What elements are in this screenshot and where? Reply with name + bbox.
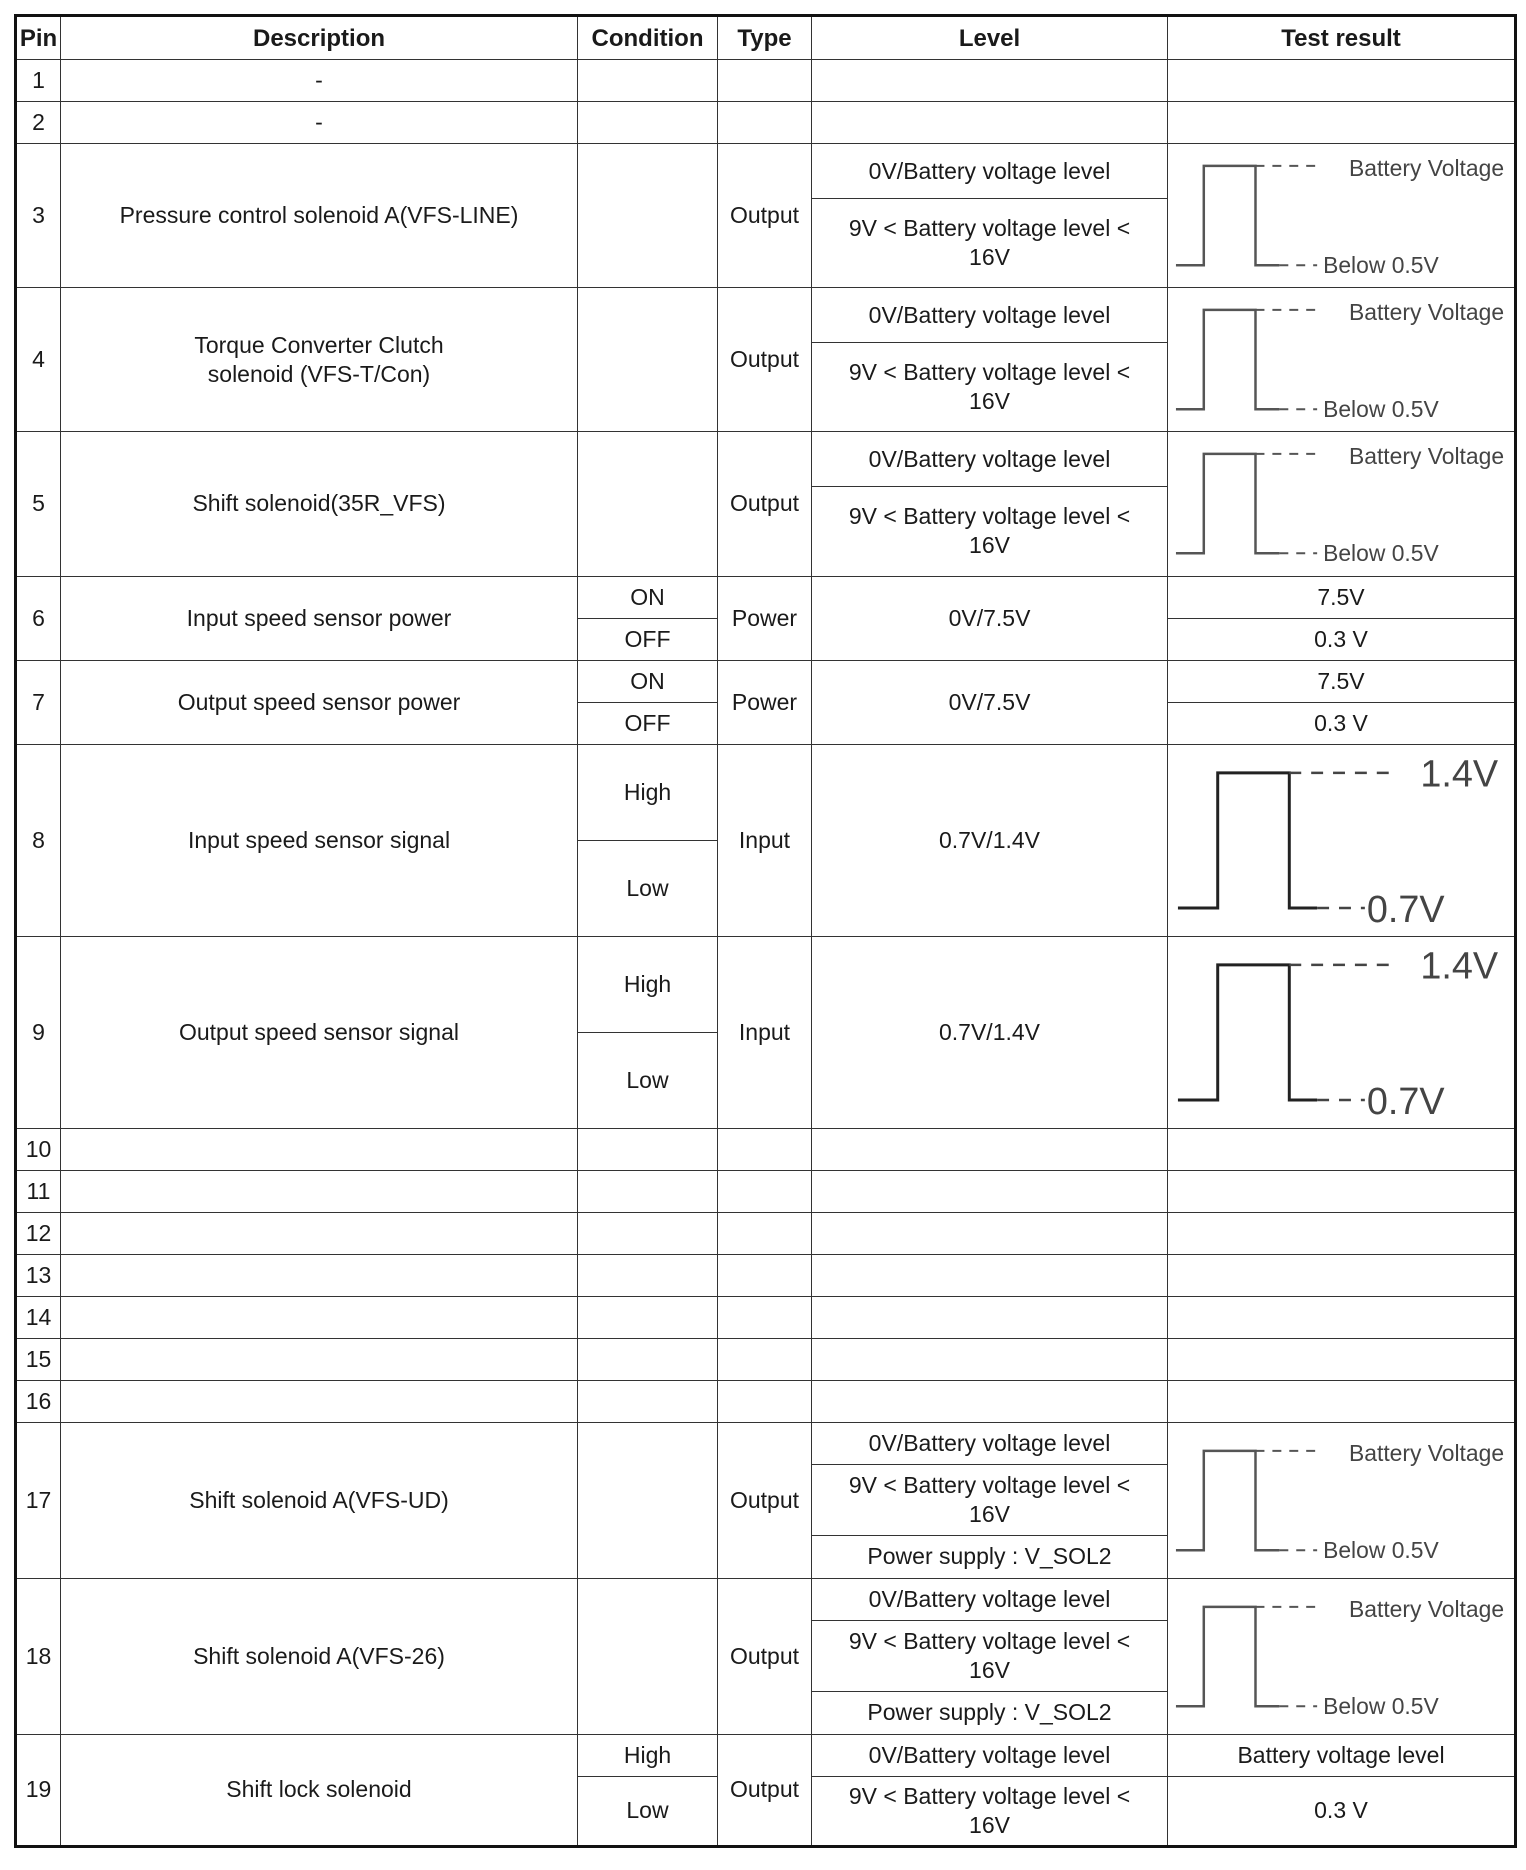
waveform-diagram: [1168, 745, 1514, 936]
level-cell: 0V/7.5V: [812, 576, 1168, 660]
result-on: 7.5V: [1168, 576, 1516, 618]
result-cell: [1168, 1170, 1516, 1212]
description-cell: Torque Converter Clutch solenoid (VFS-T/Con): [61, 288, 578, 432]
table-row: [16, 288, 1516, 343]
pin-number: 7: [16, 660, 61, 744]
pin-number: 2: [16, 102, 61, 144]
pin-number: 17: [16, 1422, 61, 1578]
header-condition: Condition: [578, 16, 718, 60]
level-cell: 0V/Battery voltage level: [812, 1578, 1168, 1621]
type-cell: Input: [718, 744, 812, 936]
result-on: 7.5V: [1168, 660, 1516, 702]
table-row: [16, 1170, 1516, 1212]
description-cell: [61, 1128, 578, 1170]
table-row: [16, 102, 1516, 144]
pin-table: [14, 14, 1517, 1848]
condition-cell: [578, 1128, 718, 1170]
type-cell: [718, 1338, 812, 1380]
table-row: [16, 1380, 1516, 1422]
header-result: Test result: [1168, 16, 1516, 60]
wave-low-label: Below 0.5V: [1323, 252, 1439, 279]
pin-number: 16: [16, 1380, 61, 1422]
pin-number: 1: [16, 60, 61, 102]
pin-number: 13: [16, 1254, 61, 1296]
type-cell: [718, 1128, 812, 1170]
pin-number: 4: [16, 288, 61, 432]
condition-cell: [578, 1422, 718, 1578]
result-cell: [1168, 102, 1516, 144]
pin-number: 5: [16, 432, 61, 576]
level-cell: [812, 102, 1168, 144]
table-row: [16, 1254, 1516, 1296]
wave-high-label: Battery Voltage: [1349, 1595, 1505, 1622]
condition-cell: [578, 1212, 718, 1254]
type-cell: Power: [718, 660, 812, 744]
condition-cell: [578, 144, 718, 288]
table-row: [16, 1212, 1516, 1254]
pin-number: 8: [16, 744, 61, 936]
table-row: [16, 744, 1516, 840]
type-cell: Output: [718, 432, 812, 576]
table-row: [16, 1578, 1516, 1621]
type-cell: Input: [718, 936, 812, 1128]
level-cell: Power supply : V_SOL2: [812, 1692, 1168, 1735]
waveform-diagram: [1168, 288, 1514, 431]
waveform-cell: [1168, 1422, 1516, 1578]
pin-number: 19: [16, 1734, 61, 1846]
result-high: Battery voltage level: [1168, 1734, 1516, 1776]
result-off: 0.3 V: [1168, 618, 1516, 660]
type-cell: Output: [718, 1578, 812, 1734]
type-cell: [718, 1296, 812, 1338]
description-cell: Shift solenoid(35R_VFS): [61, 432, 578, 576]
level-cell: 0.7V/1.4V: [812, 936, 1168, 1128]
wave-high-label: 1.4V: [1420, 753, 1499, 796]
waveform-cell: [1168, 288, 1516, 432]
condition-off: OFF: [578, 702, 718, 744]
description-cell: -: [61, 102, 578, 144]
table-row: [16, 144, 1516, 199]
level-cell: [812, 1170, 1168, 1212]
table-row: [16, 576, 1516, 618]
wave-high-label: 1.4V: [1420, 945, 1499, 988]
level-cell: 0V/Battery voltage level: [812, 1734, 1168, 1776]
waveform-cell: [1168, 744, 1516, 936]
table-row: [16, 432, 1516, 487]
type-cell: [718, 60, 812, 102]
waveform-cell: [1168, 144, 1516, 288]
type-cell: Output: [718, 288, 812, 432]
wave-high-label: Battery Voltage: [1349, 1439, 1505, 1466]
condition-cell: [578, 1254, 718, 1296]
level-cell: 9V < Battery voltage level < 16V: [812, 1465, 1168, 1536]
wave-low-label: Below 0.5V: [1323, 396, 1439, 423]
wave-low-label: Below 0.5V: [1323, 1692, 1439, 1719]
pin-number: 10: [16, 1128, 61, 1170]
level-cell: 0V/Battery voltage level: [812, 432, 1168, 487]
result-cell: [1168, 1380, 1516, 1422]
level-cell: 0V/Battery voltage level: [812, 144, 1168, 199]
wave-low-label: Below 0.5V: [1323, 1536, 1439, 1563]
type-cell: Output: [718, 1734, 812, 1846]
condition-cell: [578, 1578, 718, 1734]
level-cell: [812, 60, 1168, 102]
type-cell: Output: [718, 1422, 812, 1578]
description-cell: [61, 1170, 578, 1212]
pin-number: 9: [16, 936, 61, 1128]
type-cell: Output: [718, 144, 812, 288]
description-cell: Shift solenoid A(VFS-26): [61, 1578, 578, 1734]
table-row: [16, 660, 1516, 702]
description-cell: Shift lock solenoid: [61, 1734, 578, 1846]
pin-number: 14: [16, 1296, 61, 1338]
level-cell: [812, 1338, 1168, 1380]
description-cell: Output speed sensor signal: [61, 936, 578, 1128]
header-pin: Pin: [16, 16, 61, 60]
description-cell: [61, 1254, 578, 1296]
condition-on: ON: [578, 576, 718, 618]
pin-number: 3: [16, 144, 61, 288]
waveform-cell: [1168, 936, 1516, 1128]
condition-low: Low: [578, 1776, 718, 1846]
pin-number: 11: [16, 1170, 61, 1212]
type-cell: [718, 1170, 812, 1212]
pin-number: 15: [16, 1338, 61, 1380]
level-cell: Power supply : V_SOL2: [812, 1536, 1168, 1579]
level-cell: 9V < Battery voltage level < 16V: [812, 487, 1168, 576]
level-cell: [812, 1212, 1168, 1254]
type-cell: Power: [718, 576, 812, 660]
wave-low-label: Below 0.5V: [1323, 540, 1439, 567]
result-cell: [1168, 1128, 1516, 1170]
pin-number: 18: [16, 1578, 61, 1734]
result-cell: [1168, 1338, 1516, 1380]
waveform-diagram: [1168, 1579, 1514, 1734]
condition-high: High: [578, 1734, 718, 1776]
table-row: [16, 1296, 1516, 1338]
table-row: [16, 1128, 1516, 1170]
condition-cell: [578, 102, 718, 144]
level-cell: 9V < Battery voltage level < 16V: [812, 343, 1168, 432]
wave-low-label: 0.7V: [1366, 888, 1445, 931]
header-level: Level: [812, 16, 1168, 60]
level-cell: [812, 1254, 1168, 1296]
condition-on: ON: [578, 660, 718, 702]
condition-cell: [578, 1380, 718, 1422]
table-row: [16, 60, 1516, 102]
result-off: 0.3 V: [1168, 702, 1516, 744]
description-cell: -: [61, 60, 578, 102]
condition-cell: [578, 1170, 718, 1212]
waveform-diagram: [1168, 432, 1514, 575]
description-cell: Input speed sensor power: [61, 576, 578, 660]
wave-high-label: Battery Voltage: [1349, 443, 1505, 470]
condition-low: Low: [578, 1032, 718, 1128]
table-row: [16, 1422, 1516, 1465]
condition-cell: [578, 60, 718, 102]
description-cell: [61, 1296, 578, 1338]
type-cell: [718, 1380, 812, 1422]
level-cell: [812, 1128, 1168, 1170]
waveform-cell: [1168, 432, 1516, 576]
pin-table-sheet: [14, 14, 1514, 1848]
condition-low: Low: [578, 840, 718, 936]
waveform-diagram: [1168, 1423, 1514, 1578]
description-cell: [61, 1380, 578, 1422]
condition-off: OFF: [578, 618, 718, 660]
level-cell: 0V/Battery voltage level: [812, 288, 1168, 343]
table-row: [16, 936, 1516, 1032]
description-cell: Shift solenoid A(VFS-UD): [61, 1422, 578, 1578]
result-cell: [1168, 1212, 1516, 1254]
description-cell: Pressure control solenoid A(VFS-LINE): [61, 144, 578, 288]
header-row: [16, 16, 1516, 60]
level-cell: 0.7V/1.4V: [812, 744, 1168, 936]
condition-cell: [578, 1296, 718, 1338]
pin-number: 6: [16, 576, 61, 660]
table-row: [16, 1338, 1516, 1380]
description-cell: Output speed sensor power: [61, 660, 578, 744]
result-cell: [1168, 60, 1516, 102]
waveform-cell: [1168, 1578, 1516, 1734]
level-cell: 0V/Battery voltage level: [812, 1422, 1168, 1465]
condition-high: High: [578, 936, 718, 1032]
table-row: [16, 1734, 1516, 1776]
level-cell: 9V < Battery voltage level < 16V: [812, 199, 1168, 288]
header-type: Type: [718, 16, 812, 60]
condition-cell: [578, 432, 718, 576]
result-cell: [1168, 1254, 1516, 1296]
condition-high: High: [578, 744, 718, 840]
wave-high-label: Battery Voltage: [1349, 154, 1505, 181]
level-cell: 9V < Battery voltage level < 16V: [812, 1621, 1168, 1692]
level-cell: [812, 1296, 1168, 1338]
condition-cell: [578, 288, 718, 432]
type-cell: [718, 1212, 812, 1254]
level-cell: 0V/7.5V: [812, 660, 1168, 744]
wave-low-label: 0.7V: [1366, 1080, 1445, 1123]
result-cell: [1168, 1296, 1516, 1338]
description-cell: Input speed sensor signal: [61, 744, 578, 936]
description-cell: [61, 1212, 578, 1254]
description-cell: [61, 1338, 578, 1380]
level-cell: [812, 1380, 1168, 1422]
header-description: Description: [61, 16, 578, 60]
pin-number: 12: [16, 1212, 61, 1254]
waveform-diagram: [1168, 937, 1514, 1128]
condition-cell: [578, 1338, 718, 1380]
result-low: 0.3 V: [1168, 1776, 1516, 1846]
waveform-diagram: [1168, 144, 1514, 287]
type-cell: [718, 1254, 812, 1296]
level-cell: 9V < Battery voltage level < 16V: [812, 1776, 1168, 1846]
wave-high-label: Battery Voltage: [1349, 298, 1505, 325]
type-cell: [718, 102, 812, 144]
